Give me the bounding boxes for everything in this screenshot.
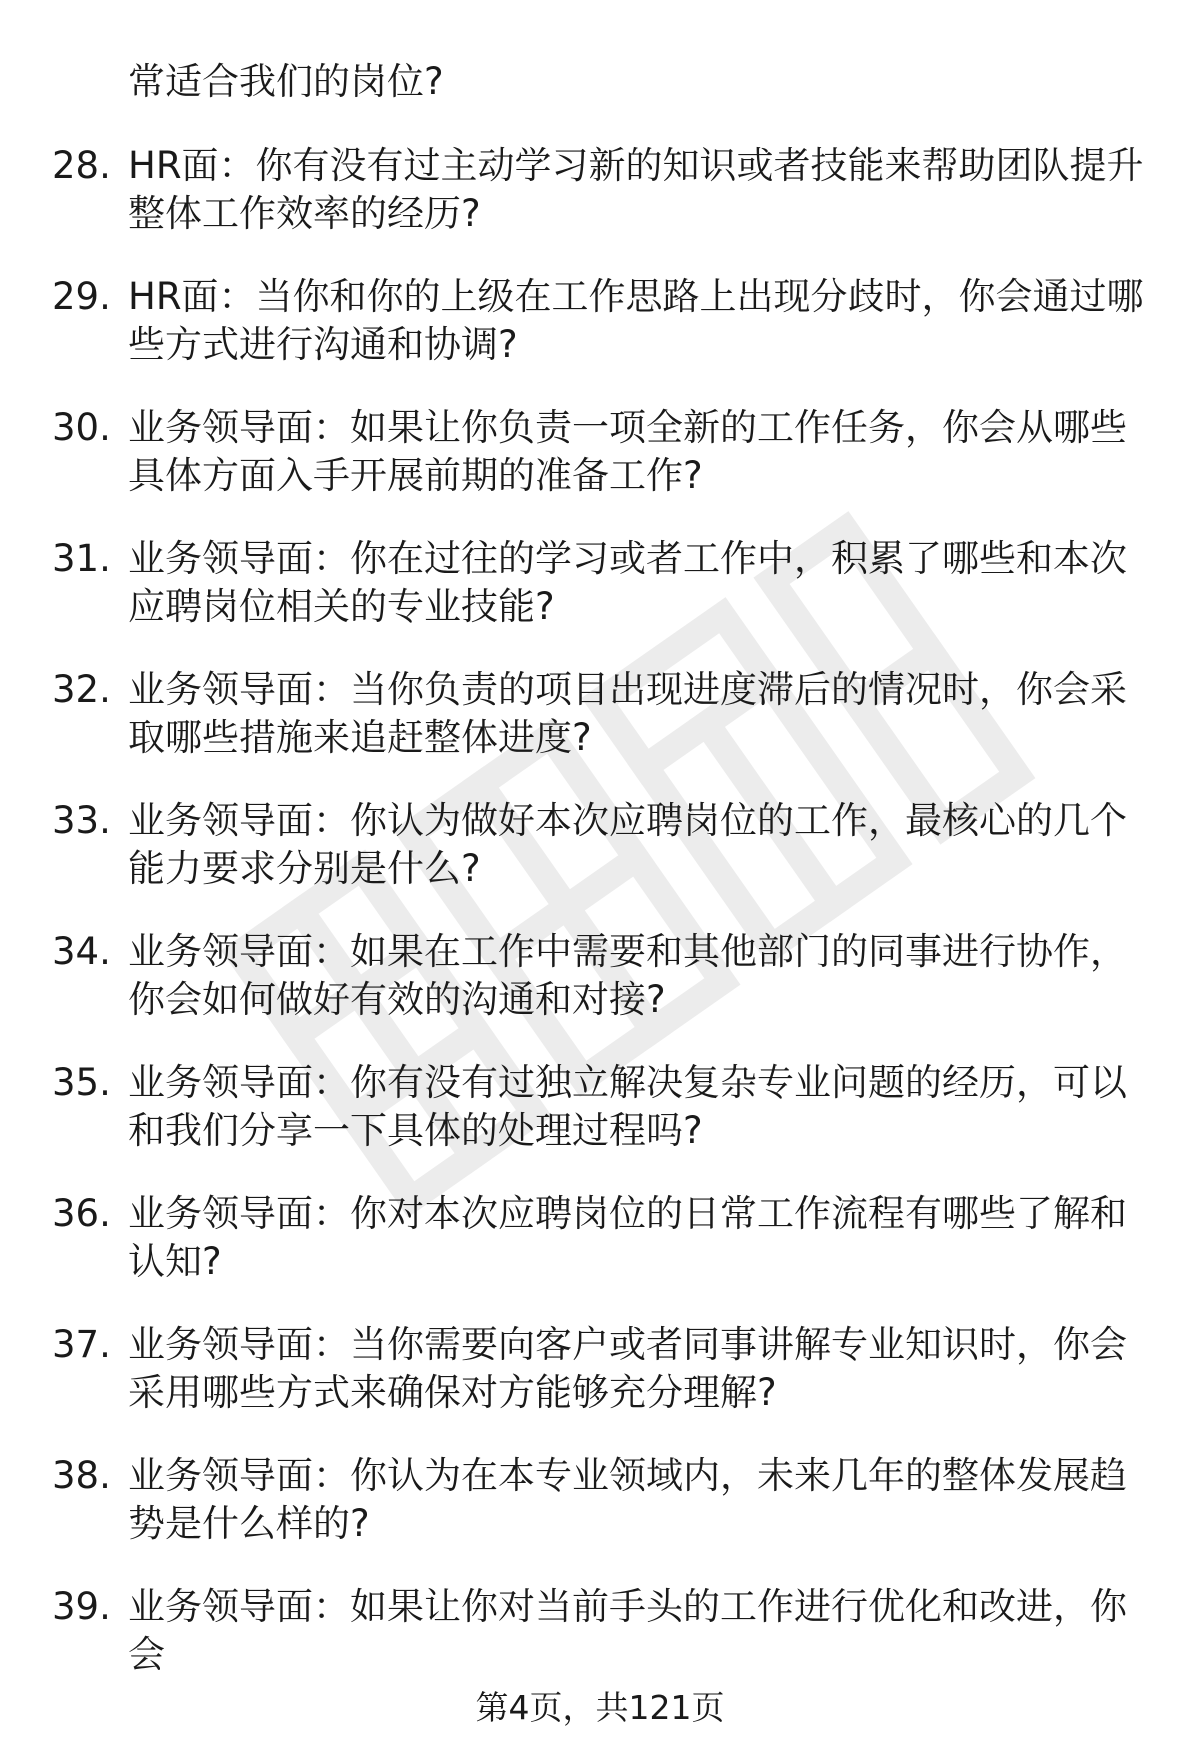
list-item (0, 535, 1200, 666)
page-footer: 第4页，共121页 (475, 1688, 725, 1727)
question-number: 38. (52, 1454, 111, 1497)
question-text: 业务领导面：你认为在本专业领域内，未来几年的整体发展趋势是什么样的? (128, 1454, 1127, 1545)
question-number: 34. (52, 930, 111, 973)
continued-question-text: 常适合我们的岗位? (128, 60, 444, 103)
list-item (0, 273, 1200, 404)
question-text: 业务领导面：当你需要向客户或者同事讲解专业知识时，你会采用哪些方式来确保对方能够充分理解? (128, 1323, 1127, 1414)
question-number: 29. (52, 275, 111, 318)
list-item (0, 404, 1200, 535)
question-text: 业务领导面：当你负责的项目出现进度滞后的情况时，你会采取哪些措施来追赶整体进度? (128, 668, 1127, 759)
question-list (0, 142, 1200, 1714)
question-number: 32. (52, 668, 111, 711)
list-item (0, 928, 1200, 1059)
list-item (0, 1321, 1200, 1452)
question-text: 业务领导面：如果让你负责一项全新的工作任务，你会从哪些具体方面入手开展前期的准备工作? (128, 406, 1127, 497)
question-number: 39. (52, 1585, 111, 1628)
list-item (0, 797, 1200, 928)
list-item (0, 1452, 1200, 1583)
question-number: 30. (52, 406, 111, 449)
question-text: 业务领导面：如果在工作中需要和其他部门的同事进行协作，你会如何做好有效的沟通和对接? (128, 930, 1127, 1021)
question-number: 37. (52, 1323, 111, 1366)
list-item (0, 142, 1200, 273)
question-number: 28. (52, 144, 111, 187)
list-item (0, 1059, 1200, 1190)
question-text: 业务领导面：你对本次应聘岗位的日常工作流程有哪些了解和认知? (128, 1192, 1127, 1283)
question-number: 31. (52, 537, 111, 580)
question-text: 业务领导面：你认为做好本次应聘岗位的工作，最核心的几个能力要求分别是什么? (128, 799, 1127, 890)
question-text: HR面：你有没有过主动学习新的知识或者技能来帮助团队提升整体工作效率的经历? (128, 144, 1144, 235)
question-text: 业务领导面：如果让你对当前手头的工作进行优化和改进，你会 (128, 1585, 1127, 1676)
question-number: 36. (52, 1192, 111, 1235)
list-item (0, 1190, 1200, 1321)
list-item (0, 666, 1200, 797)
question-number: 33. (52, 799, 111, 842)
question-text: HR面：当你和你的上级在工作思路上出现分歧时，你会通过哪些方式进行沟通和协调? (128, 275, 1144, 366)
question-number: 35. (52, 1061, 111, 1104)
question-text: 业务领导面：你在过往的学习或者工作中，积累了哪些和本次应聘岗位相关的专业技能? (128, 537, 1127, 628)
question-text: 业务领导面：你有没有过独立解决复杂专业问题的经历，可以和我们分享一下具体的处理过程吗? (128, 1061, 1127, 1152)
